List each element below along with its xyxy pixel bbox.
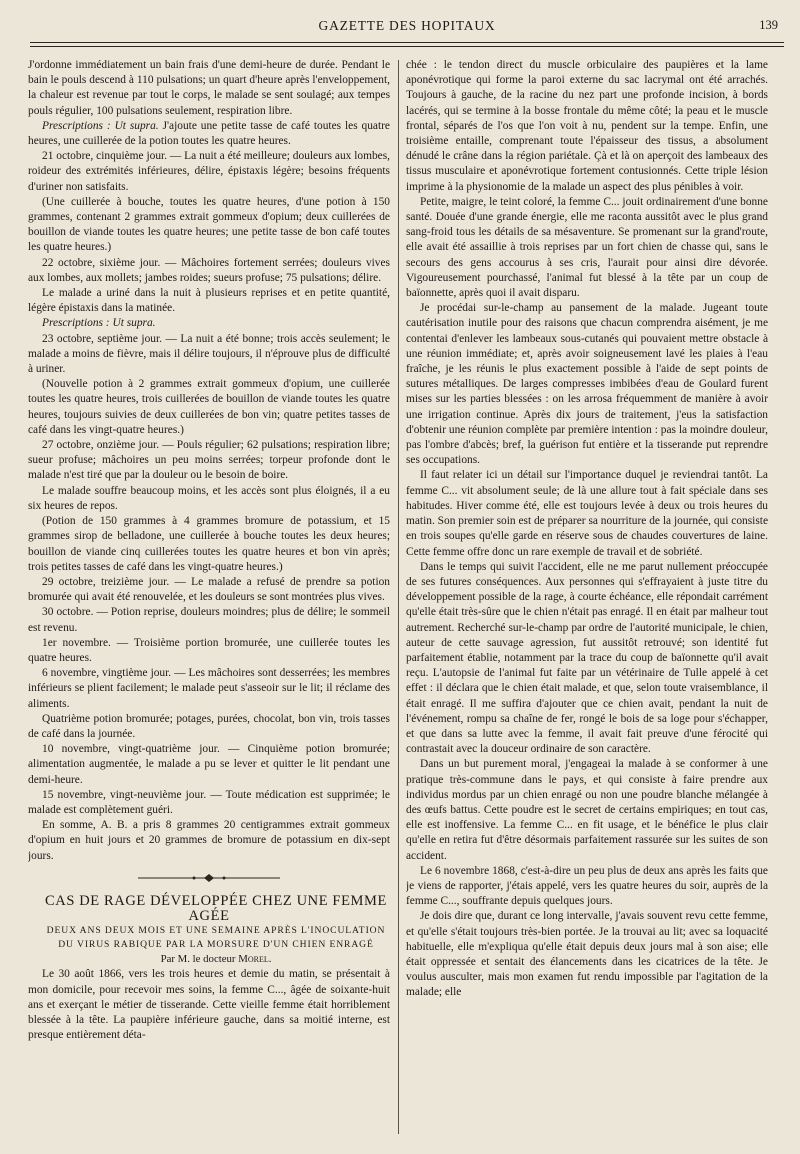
paragraph: Je procédai sur-le-champ au pansement de la malade. Jugeant toute cautérisation inutile pour des raisons que chacun comprendra aisément, je me contentai d'enlever les lambeaux sous-cutanés qui pouvaient mettre obstacle à une réunion immédiate; et, après avoir soigneusement lavé les plaies à l'eau fraîche, je les réunis le plus exactement possible à l'aide de sept points de sutures métalliques. De larges compresses imbibées d'eau de Goulard furent mises sur les parties blessées : on les arrosa fréquemment de manière à avoir une irrigation continue. Après dix jours de traitement, j'eus la satisfaction d'obtenir une réunion complète par première intention : pas la moindre douleur, pas l'ombre d'abcès; bref, la guérison fut entière et la tisserande put reprendre ses occupations.	[406, 302, 768, 467]
paragraph: 29 octobre, treizième jour. — Le malade a refusé de prendre sa potion bromurée qui avait été renouvelée, et les douleurs se sont montrées plus vives.	[28, 575, 390, 604]
paragraph: Petite, maigre, le teint coloré, la femme C... jouit ordinairement d'une bonne santé. Douée d'une grande énergie, elle me raconta aussitôt avec le plus grand sang-froid tous les détails de sa mésaventure. Se promenant sur la grand'route, elle avait été assaillie à trois reprises par un fort chien de chasse qui, sans le secours des gens accourus à ses cris, l'aurait pour ainsi dire dévorée. Vigoureusement pourchassé, l'animal fut blessé à la tête par un coup de baïonnette, après quoi il avait disparu.	[406, 195, 768, 300]
paragraph: Le malade a uriné dans la nuit à plusieurs reprises et en petite quantité, légère épistaxis dans la matinée.	[28, 287, 390, 315]
paragraph: 15 novembre, vingt-neuvième jour. — Toute médication est supprimée; le malade est complètement guéri.	[28, 788, 390, 816]
paragraph: (Une cuillerée à bouche, toutes les quatre heures, d'une potion à 150 grammes, contenant 2 grammes extrait gommeux d'opium; deux cuillerées de bouillon de viande toutes les quatre heures; une petite tasse de bon café toutes les quatre heures.)	[28, 195, 390, 254]
article-subtitle: DU VIRUS RABIQUE PAR LA MORSURE D'UN CHIEN ENRAGÉ	[58, 939, 374, 951]
section-ornament	[134, 874, 284, 882]
paragraph: 30 octobre. — Potion reprise, douleurs moindres; plus de délire; le sommeil est revenu.	[28, 606, 390, 634]
paragraph: Je dois dire que, durant ce long intervalle, j'avais souvent revu cette femme, et qu'elle s'était toujours très-bien portée. Je la trouvai au lit; avec sa loquacité habituelle, elle m'expliqua qu'elle était depuis deux jours mal à son aise; elle était oppressée et sentait des élancements dans les cicatrices de la tête. Je voulus ausculter, mais mon examen fut rendu impossible par l'agitation de la malade; elle	[406, 910, 768, 999]
header-rule	[30, 42, 784, 43]
page-number: 139	[759, 18, 778, 32]
paragraph: Il faut relater ici un détail sur l'importance duquel je reviendrai tantôt. La femme C... vit absolument seule; de là une allure tout à fait spéciale dans ses habitudes. Hiver comme été, elle est toujours levée à deux ou trois heures du matin. Son premier soin est de préparer sa nourriture de la journée, qui consiste en trois soupes qu'elle garde en réserve sous de chaudes couvertures de laine. Cette femme offre donc un rare exemple de travail et de sobriété.	[406, 469, 768, 558]
right-column	[406, 58, 768, 1146]
left-column	[28, 58, 390, 1146]
page-header	[30, 16, 784, 50]
header-rule-thin	[30, 46, 784, 47]
column-divider	[398, 60, 399, 1134]
prescription-text: J'ajoute une petite tasse de café toutes les quatre heures, une cuillerée de la potion toutes les quatre heures.	[28, 119, 390, 148]
prescription-paragraph	[28, 119, 390, 149]
paragraph: J'ordonne immédiatement un bain frais d'une demi-heure de durée. Pendant le bain le pouls descend à 110 pulsations; un quart d'heure après l'enveloppement, la chaleur est revenue par tout le corps, le malade se sent soulagé; aux tempes pouls régulier, 100 pulsations seulement, respiration libre.	[28, 59, 390, 117]
prescription-ut-supra: Ut supra.	[112, 317, 156, 330]
article-subtitle: DEUX ANS DEUX MOIS ET UNE SEMAINE APRÈS L'INOCULATION	[46, 925, 386, 937]
author-prefix: Par M. le docteur	[160, 953, 236, 966]
journal-title: GAZETTE DES HOPITAUX	[318, 18, 496, 33]
paragraph: 10 novembre, vingt-quatrième jour. — Cinquième potion bromurée; alimentation augmentée, le malade a pu se lever et quitter le lit pendant une demi-heure.	[28, 743, 390, 786]
paragraph: Quatrième potion bromurée; potages, purées, chocolat, bon vin, trois tasses de café dans la journée.	[28, 712, 390, 740]
prescription-ut-supra: Ut supra.	[114, 119, 159, 132]
prescription-label: Prescriptions :	[42, 119, 111, 132]
paragraph: Le 6 novembre 1868, c'est-à-dire un peu plus de deux ans après les faits que je viens de rapporter, j'étais appelé, vers les quatre heures du soir, auprès de la femme C..., souffrante depuis quelques jours.	[406, 864, 768, 908]
paragraph: Le 30 août 1866, vers les trois heures et demie du matin, se présentait à mon domicile, pour recevoir mes soins, la femme C..., âgée de soixante-huit ans et exerçant le métier de tisserande. Cette vieille femme était horriblement blessée à la tête. La paupière inférieure gauche, dans sa moitié interne, est presque entièrement déta-	[28, 968, 390, 1042]
paragraph: Le malade souffre beaucoup moins, et les accès sont plus éloignés, il a eu six heures de repos.	[28, 484, 390, 512]
article-author: Par M. le docteur Morel.	[160, 953, 272, 966]
paragraph: 6 novembre, vingtième jour. — Les mâchoires sont desserrées; les membres inférieurs se plient facilement; le malade peut s'asseoir sur le lit; il réclame des aliments.	[28, 667, 390, 710]
paragraph: En somme, A. B. a pris 8 grammes 20 centigrammes extrait gommeux d'opium en huit jours et 20 grammes de bromure de potassium en dix-sept jours.	[28, 819, 390, 862]
paragraph: 1er novembre. — Troisième portion bromurée, une cuillerée toutes les quatre heures.	[28, 636, 390, 664]
paragraph: (Potion de 150 grammes à 4 grammes bromure de potassium, et 15 grammes sirop de belladone, une cuillerée à bouche toutes les deux heures; bouillon de viande cinq cuillerées toutes les quatre heures et bon vin après; trois petites tasses de café dans les vingt-quatre heures.)	[28, 515, 390, 573]
paragraph: chée : le tendon direct du muscle orbiculaire des paupières et la lame aponévrotique qui forme la paroi externe du sac lacrymal ont été arrachés. Toujours à gauche, de la racine du nez part une profonde incision, à bords lacérés, qui se termine à la bosse frontale du même côté; la peau et le muscle frontal, séparés de l'os que l'on voit à nu, pendent sur la tempe. Enfin, une troisième entaille, comprenant toute l'épaisseur des tissus, a absolument dénudé le crâne dans la région pariétale. Çà et là on aperçoit des lambeaux des tissus musculaire et aponévrotique fortement contusionnés. Cette triple lésion imprime à la physionomie de la malade un aspect des plus pénibles à voir.	[406, 59, 768, 193]
prescription-label: Prescriptions :	[42, 317, 110, 330]
paragraph: Dans le temps qui suivit l'accident, elle ne me parut nullement préoccupée de ses futures conséquences. Aux personnes qui s'effrayaient à juste titre du développement possible de la rage, à courte échéance, elle répondait carrément qu'elle était très-sûre que le chien n'était pas enragé. Il en était par malheur tout autrement. Recherché sur-le-champ par ordre de l'autorité municipale, le chien, auteur de cette sauvage agression, fut aussitôt retrouvé; son identité fut parfaitement établie, notamment par la trace du coup de baïonnette qu'il avait reçu. L'autopsie de l'animal fut faite par un vétérinaire de Tulle appelé à cet effet : il déclara que le chien était malade, et que, selon toute vraisemblance, il était enragé. Il me suffira d'ajouter que ce chien avait, pendant la nuit de l'événement, rompu sa chaîne de fer, rongé le bois de sa loge pour s'échapper, et que dans sa lutte avec la femme, il avait fait preuve d'une férocité qui contrastait avec la douceur ordinaire de son caractère.	[406, 560, 768, 756]
paragraph: 23 octobre, septième jour. — La nuit a été bonne; trois accès seulement; le malade a moins de fièvre, mais il délire toujours, il n'éprouve plus de difficulté à uriner.	[28, 332, 390, 376]
prescription-paragraph	[28, 316, 390, 331]
paragraph: (Nouvelle potion à 2 grammes extrait gommeux d'opium, une cuillerée toutes les quatre heures, trois cuillerées de bouillon de viande toutes les quatre heures, toujours suivies de deux cuillerées de bon vin; quatre petites tasses de café dans les vingt-quatre heures.)	[28, 378, 390, 436]
paragraph: 27 octobre, onzième jour. — Pouls régulier; 62 pulsations; respiration libre; sueur profuse; mâchoires un peu moins serrées; torpeur profonde dont le malade n'est tiré que par la douleur ou le besoin de boire.	[28, 439, 390, 482]
article-title: CAS DE RAGE DÉVELOPPÉE CHEZ UNE FEMME AGÉE	[44, 892, 387, 924]
author-name: Morel	[238, 953, 269, 966]
paragraph: 21 octobre, cinquième jour. — La nuit a été meilleure; douleurs aux lombes, roideur des extrémités inférieures, délire, épistaxis légère; besoins fréquents d'uriner non satisfaits.	[28, 150, 390, 193]
paragraph: Dans un but purement moral, j'engageai la malade à se conformer à une pratique très-commune dans le pays, et qui consiste à faire prendre aux individus mordus par un chien enragé ou non une poudre blanche mélangée à des œufs battus. Cette poudre est le secret de certains empiriques; en tout cas, elle est inoffensive. La femme C... en fit usage, et le bénéfice le plus clair qu'elle en retira fut d'être désormais parfaitement rassurée sur les suites de son accident.	[406, 758, 768, 862]
paragraph: 22 octobre, sixième jour. — Mâchoires fortement serrées; douleurs vives aux lombes, aux mollets; jambes roides; sueurs profuse; 75 pulsations; délire.	[28, 256, 390, 284]
